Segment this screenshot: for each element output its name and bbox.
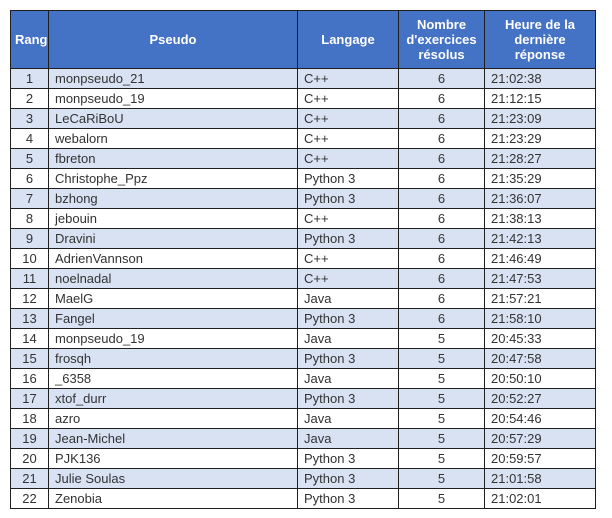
table-body bbox=[11, 69, 596, 509]
table-row bbox=[11, 249, 596, 269]
cell-exercices: 6 bbox=[399, 109, 485, 129]
cell-exercices: 6 bbox=[399, 189, 485, 209]
cell-heure: 21:02:38 bbox=[485, 69, 596, 89]
cell-langage: C++ bbox=[298, 69, 399, 89]
cell-langage: Python 3 bbox=[298, 389, 399, 409]
cell-rang: 6 bbox=[11, 169, 49, 189]
cell-rang: 17 bbox=[11, 389, 49, 409]
cell-exercices: 6 bbox=[399, 289, 485, 309]
cell-pseudo: Julie Soulas bbox=[49, 469, 298, 489]
cell-pseudo: monpseudo_21 bbox=[49, 69, 298, 89]
cell-langage: C++ bbox=[298, 249, 399, 269]
cell-heure: 21:23:09 bbox=[485, 109, 596, 129]
cell-pseudo: monpseudo_19 bbox=[49, 329, 298, 349]
cell-rang: 5 bbox=[11, 149, 49, 169]
cell-langage: Python 3 bbox=[298, 489, 399, 509]
table-row bbox=[11, 469, 596, 489]
cell-exercices: 5 bbox=[399, 349, 485, 369]
cell-heure: 21:38:13 bbox=[485, 209, 596, 229]
cell-pseudo: webalorn bbox=[49, 129, 298, 149]
table-row bbox=[11, 289, 596, 309]
cell-pseudo: Jean-Michel bbox=[49, 429, 298, 449]
cell-heure: 21:23:29 bbox=[485, 129, 596, 149]
table-row bbox=[11, 449, 596, 469]
table-row bbox=[11, 389, 596, 409]
cell-heure: 21:46:49 bbox=[485, 249, 596, 269]
cell-langage: C++ bbox=[298, 89, 399, 109]
cell-exercices: 5 bbox=[399, 329, 485, 349]
cell-rang: 1 bbox=[11, 69, 49, 89]
cell-pseudo: jebouin bbox=[49, 209, 298, 229]
table-row bbox=[11, 149, 596, 169]
cell-rang: 21 bbox=[11, 469, 49, 489]
cell-langage: Python 3 bbox=[298, 309, 399, 329]
cell-langage: C++ bbox=[298, 269, 399, 289]
cell-rang: 11 bbox=[11, 269, 49, 289]
cell-rang: 14 bbox=[11, 329, 49, 349]
cell-heure: 21:28:27 bbox=[485, 149, 596, 169]
column-header-langage: Langage bbox=[298, 11, 399, 69]
cell-pseudo: xtof_durr bbox=[49, 389, 298, 409]
cell-rang: 7 bbox=[11, 189, 49, 209]
table-row bbox=[11, 209, 596, 229]
cell-langage: Python 3 bbox=[298, 169, 399, 189]
cell-heure: 20:54:46 bbox=[485, 409, 596, 429]
cell-exercices: 5 bbox=[399, 449, 485, 469]
cell-pseudo: frosqh bbox=[49, 349, 298, 369]
cell-exercices: 6 bbox=[399, 129, 485, 149]
table-row bbox=[11, 229, 596, 249]
cell-langage: C++ bbox=[298, 129, 399, 149]
table-row bbox=[11, 309, 596, 329]
table-row bbox=[11, 489, 596, 509]
cell-langage: Java bbox=[298, 409, 399, 429]
cell-pseudo: PJK136 bbox=[49, 449, 298, 469]
cell-langage: Python 3 bbox=[298, 189, 399, 209]
cell-rang: 13 bbox=[11, 309, 49, 329]
cell-langage: C++ bbox=[298, 149, 399, 169]
cell-rang: 3 bbox=[11, 109, 49, 129]
column-header-heure: Heure de la dernière réponse bbox=[485, 11, 596, 69]
cell-heure: 20:57:29 bbox=[485, 429, 596, 449]
cell-langage: C++ bbox=[298, 209, 399, 229]
cell-exercices: 6 bbox=[399, 229, 485, 249]
cell-pseudo: Dravini bbox=[49, 229, 298, 249]
table-row bbox=[11, 409, 596, 429]
cell-heure: 21:57:21 bbox=[485, 289, 596, 309]
cell-rang: 16 bbox=[11, 369, 49, 389]
cell-pseudo: AdrienVannson bbox=[49, 249, 298, 269]
table-row bbox=[11, 109, 596, 129]
column-header-exercices: Nombre d'exercices résolus bbox=[399, 11, 485, 69]
cell-pseudo: azro bbox=[49, 409, 298, 429]
cell-pseudo: noelnadal bbox=[49, 269, 298, 289]
cell-heure: 21:35:29 bbox=[485, 169, 596, 189]
cell-exercices: 5 bbox=[399, 489, 485, 509]
table-row bbox=[11, 89, 596, 109]
cell-heure: 20:59:57 bbox=[485, 449, 596, 469]
cell-rang: 2 bbox=[11, 89, 49, 109]
table-row bbox=[11, 349, 596, 369]
cell-heure: 20:52:27 bbox=[485, 389, 596, 409]
table-row bbox=[11, 369, 596, 389]
table-row bbox=[11, 269, 596, 289]
cell-rang: 10 bbox=[11, 249, 49, 269]
cell-heure: 20:47:58 bbox=[485, 349, 596, 369]
table-header bbox=[11, 11, 596, 69]
cell-langage: C++ bbox=[298, 109, 399, 129]
cell-exercices: 6 bbox=[399, 169, 485, 189]
cell-rang: 9 bbox=[11, 229, 49, 249]
cell-exercices: 6 bbox=[399, 209, 485, 229]
cell-exercices: 6 bbox=[399, 89, 485, 109]
cell-heure: 21:01:58 bbox=[485, 469, 596, 489]
header-row bbox=[11, 11, 596, 69]
cell-rang: 12 bbox=[11, 289, 49, 309]
cell-pseudo: MaelG bbox=[49, 289, 298, 309]
column-header-rang: Rang bbox=[11, 11, 49, 69]
cell-heure: 20:45:33 bbox=[485, 329, 596, 349]
cell-pseudo: LeCaRiBoU bbox=[49, 109, 298, 129]
cell-langage: Java bbox=[298, 369, 399, 389]
cell-pseudo: monpseudo_19 bbox=[49, 89, 298, 109]
cell-heure: 20:50:10 bbox=[485, 369, 596, 389]
cell-langage: Python 3 bbox=[298, 469, 399, 489]
cell-langage: Python 3 bbox=[298, 449, 399, 469]
cell-exercices: 6 bbox=[399, 249, 485, 269]
cell-rang: 8 bbox=[11, 209, 49, 229]
cell-exercices: 6 bbox=[399, 69, 485, 89]
cell-rang: 20 bbox=[11, 449, 49, 469]
cell-langage: Java bbox=[298, 329, 399, 349]
cell-heure: 21:58:10 bbox=[485, 309, 596, 329]
cell-exercices: 6 bbox=[399, 149, 485, 169]
cell-exercices: 6 bbox=[399, 309, 485, 329]
cell-heure: 21:36:07 bbox=[485, 189, 596, 209]
cell-langage: Python 3 bbox=[298, 349, 399, 369]
table-row bbox=[11, 169, 596, 189]
cell-rang: 18 bbox=[11, 409, 49, 429]
cell-heure: 21:47:53 bbox=[485, 269, 596, 289]
table-row bbox=[11, 129, 596, 149]
cell-rang: 15 bbox=[11, 349, 49, 369]
cell-langage: Python 3 bbox=[298, 229, 399, 249]
cell-pseudo: Christophe_Ppz bbox=[49, 169, 298, 189]
cell-pseudo: _6358 bbox=[49, 369, 298, 389]
cell-exercices: 5 bbox=[399, 469, 485, 489]
cell-heure: 21:12:15 bbox=[485, 89, 596, 109]
table-row bbox=[11, 69, 596, 89]
table-row bbox=[11, 329, 596, 349]
cell-exercices: 5 bbox=[399, 389, 485, 409]
cell-exercices: 5 bbox=[399, 409, 485, 429]
cell-heure: 21:02:01 bbox=[485, 489, 596, 509]
cell-rang: 22 bbox=[11, 489, 49, 509]
cell-pseudo: Zenobia bbox=[49, 489, 298, 509]
cell-exercices: 6 bbox=[399, 269, 485, 289]
cell-rang: 4 bbox=[11, 129, 49, 149]
cell-rang: 19 bbox=[11, 429, 49, 449]
cell-pseudo: fbreton bbox=[49, 149, 298, 169]
table-row bbox=[11, 429, 596, 449]
cell-heure: 21:42:13 bbox=[485, 229, 596, 249]
cell-langage: Java bbox=[298, 289, 399, 309]
cell-exercices: 5 bbox=[399, 429, 485, 449]
cell-pseudo: Fangel bbox=[49, 309, 298, 329]
leaderboard-table bbox=[10, 10, 596, 509]
table-row bbox=[11, 189, 596, 209]
cell-pseudo: bzhong bbox=[49, 189, 298, 209]
cell-exercices: 5 bbox=[399, 369, 485, 389]
column-header-pseudo: Pseudo bbox=[49, 11, 298, 69]
cell-langage: Java bbox=[298, 429, 399, 449]
